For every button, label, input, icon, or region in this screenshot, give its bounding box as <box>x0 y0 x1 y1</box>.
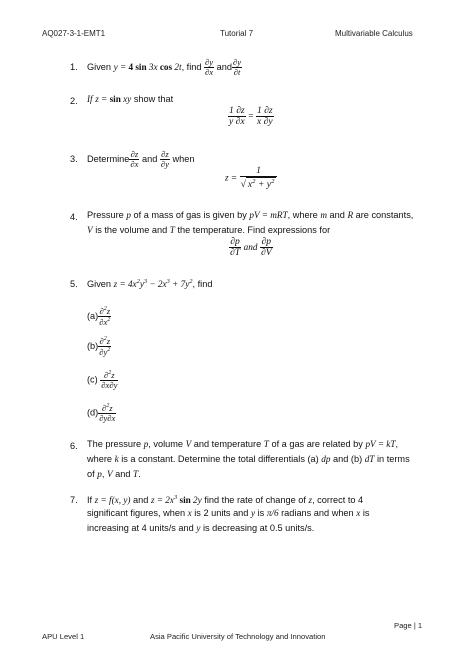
q4-line1: Pressure p of a mass of gas is given by pV = mRT, where m and R are constants, <box>87 210 414 220</box>
q3-equation: z = $\frac{1}{√ x^2 + y^2}$ <box>225 166 277 190</box>
footer-university: Asia Pacific University of Technology and Innovation <box>150 632 326 641</box>
q5-part-c: (c) $\frac{\partial^2z}{\partial x\partial y}$ <box>87 369 118 390</box>
q5-part-a: (a) $\frac{\partial^2z}{\partial x^2}$ <box>87 305 111 327</box>
q1-frac-dydx: $\frac{\partial y}{\partial x}$ <box>205 57 214 78</box>
header-tutorial: Tutorial 7 <box>220 29 254 38</box>
q1-number: 1. <box>70 62 78 72</box>
q2-show: show that <box>133 94 174 104</box>
header-course: Multivariable Calculus <box>335 29 413 38</box>
header-code: AQ027-3-1-EMT1 <box>42 29 106 38</box>
q4-fractions: $\frac{\partial p}{\partial T}$ and $\frac{\partial p}{\partial V}$ <box>230 236 272 259</box>
q7-line1: If z = f(x, y) and $z = 2x^3$ sin 2y find the rate of change of z, correct to 4 <box>87 494 364 506</box>
q2-identity: $\frac{1 \partial z}{y \partial x}$ = $\frac{1 \partial z}{x \partial y}$ <box>229 105 273 128</box>
q1-prefix: Given <box>87 61 112 72</box>
q6-line3: of p, V and T. <box>87 469 141 479</box>
footer-level: APU Level 1 <box>42 632 85 641</box>
q2-text <box>87 92 173 106</box>
q5-part-d: (d) $\frac{\partial^2z}{\partial y\partial x}$ <box>87 402 116 423</box>
q5-number: 5. <box>70 279 78 289</box>
q6-number: 6. <box>70 441 78 451</box>
q3-number: 3. <box>70 154 78 164</box>
q4-line2: V is the volume and T the temperature. Find expressions for <box>87 225 331 235</box>
q7-line3: increasing at 4 units/s and y is decreasing at 0.5 units/s. <box>87 523 315 533</box>
q6-line1: The pressure p, volume V and temperature T of a gas are related by pV = kT, <box>87 439 399 449</box>
q1-conj: and <box>216 61 233 72</box>
page-number: Page | 1 <box>394 621 423 630</box>
q3-conj: and <box>142 153 158 164</box>
q7-line2: significant figures, when x is 2 units and y is π/6 radians and when x is <box>87 508 370 518</box>
q7-number: 7. <box>70 495 78 505</box>
q2-equation: z = sin xy <box>95 94 132 104</box>
q1-text <box>87 58 242 77</box>
q5-part-b: (b) $\frac{\partial^2z}{\partial y^2}$ <box>87 335 111 357</box>
q2-number: 2. <box>70 96 78 106</box>
q5-text: Given $z = 4x^2y^3 - 2x^3 + 7y^2$, find <box>87 278 213 290</box>
q1-equation: y = 4 sin 3x cos 2t <box>113 61 182 72</box>
q4-number: 4. <box>70 212 78 222</box>
q3-text: Determine $\frac{\partial z}{\partial x}$ and $\frac{\partial z}{\partial y}$ when <box>87 149 195 170</box>
q1-frac-dydt: $\frac{\partial y}{\partial t}$ <box>233 57 242 78</box>
q3-prefix: Determine <box>87 153 130 164</box>
q1-mid: , find <box>181 61 202 72</box>
q6-line2: where k is a constant. Determine the total differentials (a) dp and (b) dT in terms <box>87 454 410 464</box>
q2-if: If <box>87 94 93 104</box>
q3-suffix: when <box>172 153 195 164</box>
